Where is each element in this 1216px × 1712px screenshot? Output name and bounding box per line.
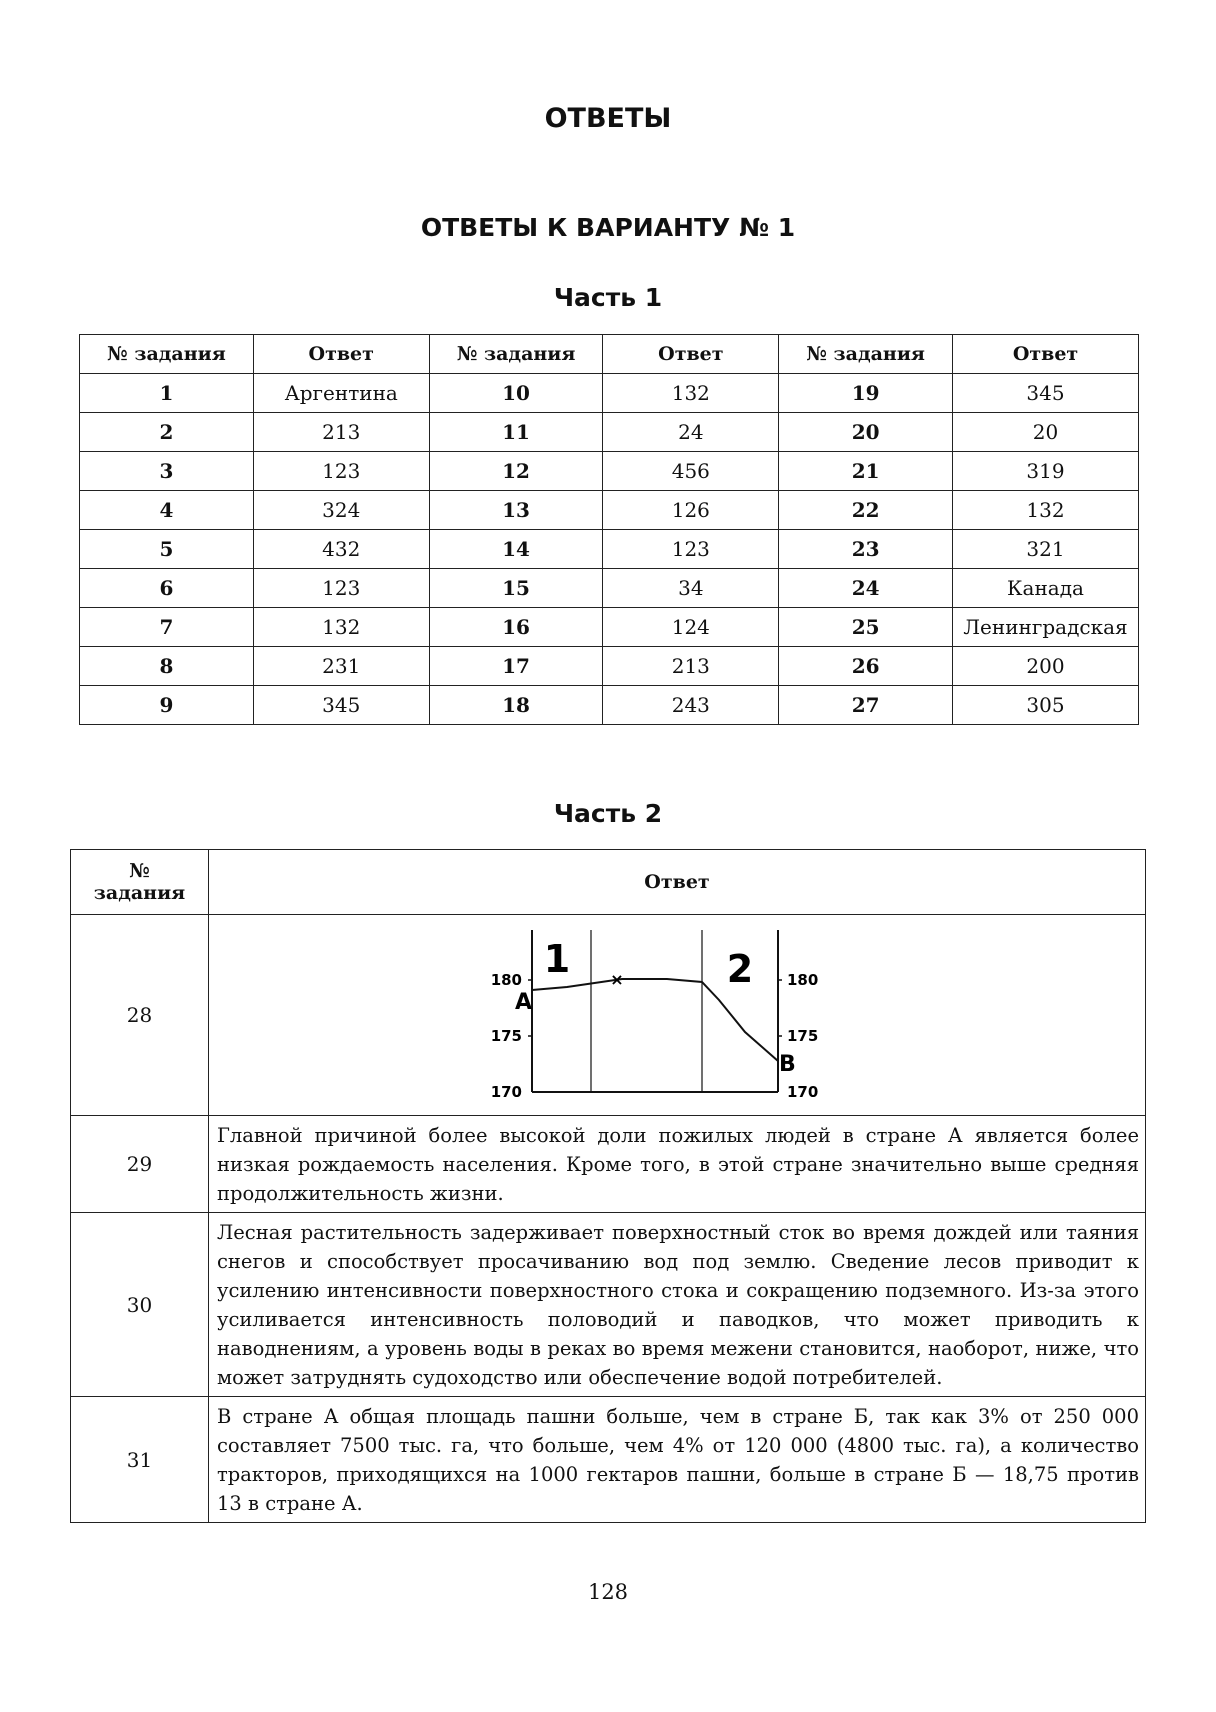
task-number: 22 — [779, 491, 953, 530]
answer-value: Канада — [953, 569, 1139, 608]
task-number: 23 — [779, 530, 953, 569]
elevation-profile-graph — [467, 920, 887, 1110]
point-b-label: В — [779, 1052, 796, 1077]
answer-value: 305 — [953, 686, 1139, 725]
left-tick-label: 175 — [490, 1027, 522, 1045]
answer-value: Аргентина — [253, 374, 429, 413]
right-tick-label: 170 — [787, 1083, 819, 1101]
answer-value: 24 — [603, 413, 779, 452]
part1-table-body — [80, 374, 1139, 725]
task-number: 10 — [429, 374, 603, 413]
task-number: 18 — [429, 686, 603, 725]
answer-value: 345 — [253, 686, 429, 725]
table-row — [80, 686, 1139, 725]
table-row — [80, 413, 1139, 452]
table-row — [80, 491, 1139, 530]
answer-value: 432 — [253, 530, 429, 569]
part2-answers-table — [70, 849, 1146, 1523]
answer-text: Лесная растительность задерживает поверхностный сток во время дождей или таяния снегов и способствует просачиванию вод под землю. Сведение лесов приводит к усилению интенсивности поверхностного стока и сокращению подземного. Из-за этого усиливается интенсивность половодий и паводков, что может приводить к наводнениям, а уровень воды в реках во время межени становится, наоборот, ниже, что может затруднять судоходство или обеспечение водой потребителей. — [209, 1213, 1146, 1397]
part1-title: Часть 1 — [553, 283, 663, 312]
task-number: 30 — [71, 1213, 209, 1397]
table-row — [80, 452, 1139, 491]
table-row — [80, 569, 1139, 608]
table-header-row — [71, 850, 1146, 915]
task-number: 4 — [80, 491, 254, 530]
task-number: 29 — [71, 1116, 209, 1213]
main-title: ОТВЕТЫ — [544, 103, 672, 134]
table-row — [71, 915, 1146, 1116]
table-row — [80, 530, 1139, 569]
task-number: 19 — [779, 374, 953, 413]
header-task-num — [71, 850, 209, 915]
task-number: 20 — [779, 413, 953, 452]
header-answer: Ответ — [603, 335, 779, 374]
table-header-row — [80, 335, 1139, 374]
answer-value: 132 — [603, 374, 779, 413]
left-tick-label: 170 — [490, 1083, 522, 1101]
answer-text: Главной причиной более высокой доли пожилых людей в стране А является более низкая рождаемость населения. Кроме того, в этой стране значительно выше средняя продолжительность жизни. — [209, 1116, 1146, 1213]
answer-value: 231 — [253, 647, 429, 686]
answer-value: 243 — [603, 686, 779, 725]
task-number: 3 — [80, 452, 254, 491]
task-number: 6 — [80, 569, 254, 608]
task-number: 16 — [429, 608, 603, 647]
header-num-word: задания — [93, 882, 186, 904]
answer-value: 456 — [603, 452, 779, 491]
left-tick-label: 180 — [490, 971, 522, 989]
right-tick-label: 175 — [787, 1027, 819, 1045]
answer-value: 319 — [953, 452, 1139, 491]
profile-graph-cell — [209, 915, 1146, 1116]
table-row — [80, 608, 1139, 647]
point-a-label: А — [515, 990, 533, 1015]
answer-value: 123 — [603, 530, 779, 569]
answer-value: Ленинградская — [953, 608, 1139, 647]
header-task-num: № задания — [779, 335, 953, 374]
answer-value: 321 — [953, 530, 1139, 569]
answer-value: 123 — [253, 452, 429, 491]
task-number: 31 — [71, 1397, 209, 1523]
segment-label: 2 — [726, 947, 754, 991]
table-row — [80, 374, 1139, 413]
table-row — [71, 1397, 1146, 1523]
task-number: 12 — [429, 452, 603, 491]
answer-value: 213 — [603, 647, 779, 686]
header-answer: Ответ — [953, 335, 1139, 374]
profile-line — [532, 979, 778, 1061]
table-row — [71, 1213, 1146, 1397]
task-number: 21 — [779, 452, 953, 491]
task-number: 2 — [80, 413, 254, 452]
task-number: 7 — [80, 608, 254, 647]
task-number: 8 — [80, 647, 254, 686]
part2-title: Часть 2 — [553, 799, 663, 828]
answer-value: 20 — [953, 413, 1139, 452]
cross-mark: × — [610, 970, 624, 989]
answer-value: 132 — [253, 608, 429, 647]
task-number: 24 — [779, 569, 953, 608]
task-number: 9 — [80, 686, 254, 725]
header-answer: Ответ — [253, 335, 429, 374]
header-task-num: № задания — [80, 335, 254, 374]
task-number: 28 — [71, 915, 209, 1116]
answer-value: 126 — [603, 491, 779, 530]
answer-value: 124 — [603, 608, 779, 647]
answer-text: В стране А общая площадь пашни больше, чем в стране Б, так как 3% от 250 000 составляет 7500 тыс. га, что больше, чем 4% от 120 000 (4800 тыс. га), а количество тракторов, приходящихся на 1000 гектаров пашни, больше в стране Б — 18,75 против 13 в стране А. — [209, 1397, 1146, 1523]
answer-value: 345 — [953, 374, 1139, 413]
header-answer: Ответ — [209, 850, 1146, 915]
page-number: 128 — [587, 1580, 629, 1604]
task-number: 1 — [80, 374, 254, 413]
answer-value: 132 — [953, 491, 1139, 530]
right-tick-label: 180 — [787, 971, 819, 989]
table-row — [80, 647, 1139, 686]
part1-answers-table — [79, 334, 1139, 725]
variant-title: ОТВЕТЫ К ВАРИАНТУ № 1 — [420, 213, 796, 242]
table-row — [71, 1116, 1146, 1213]
header-task-num: № задания — [429, 335, 603, 374]
task-number: 11 — [429, 413, 603, 452]
answer-value: 324 — [253, 491, 429, 530]
task-number: 13 — [429, 491, 603, 530]
task-number: 27 — [779, 686, 953, 725]
task-number: 17 — [429, 647, 603, 686]
segment-label: 1 — [543, 937, 571, 981]
answer-value: 34 — [603, 569, 779, 608]
task-number: 5 — [80, 530, 254, 569]
task-number: 26 — [779, 647, 953, 686]
answer-value: 200 — [953, 647, 1139, 686]
task-number: 15 — [429, 569, 603, 608]
answer-value: 123 — [253, 569, 429, 608]
header-num-sign: № — [129, 860, 150, 882]
answer-value: 213 — [253, 413, 429, 452]
task-number: 25 — [779, 608, 953, 647]
task-number: 14 — [429, 530, 603, 569]
